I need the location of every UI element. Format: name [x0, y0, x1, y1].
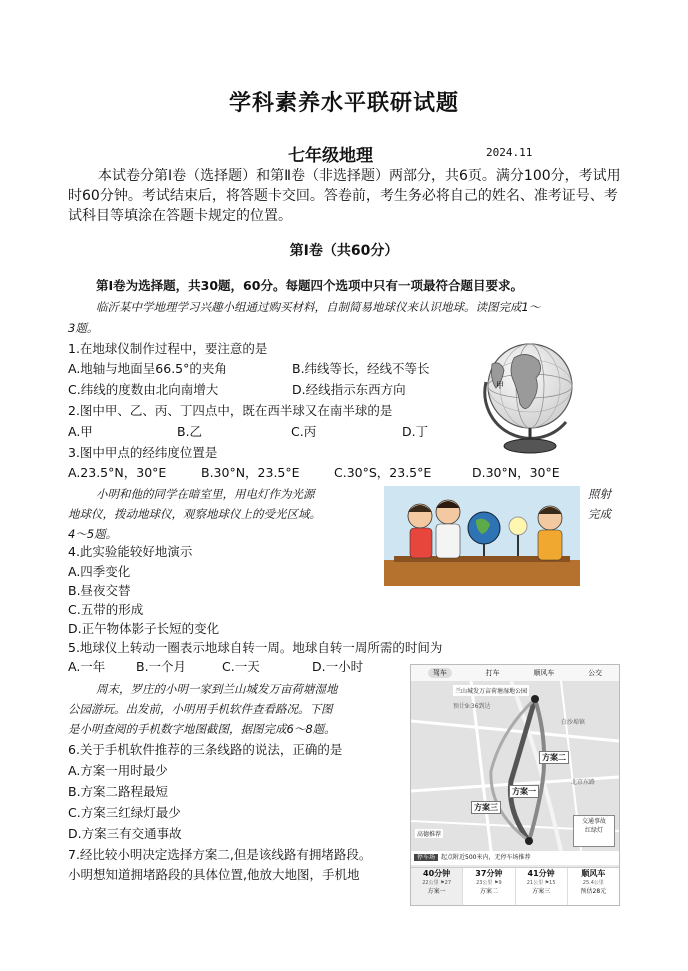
q2-option-b: B.乙	[177, 424, 203, 439]
plan-card-time: 40分钟	[423, 869, 451, 878]
plan-card-detail: 23公里 ⚑9	[476, 880, 502, 886]
q4-question: 4.此实验能较好地演示	[68, 544, 193, 559]
q3-option-d: D.30°N，30°E	[472, 465, 560, 480]
map-destination-label: 兰山城发万亩荷塘湿地公园	[453, 685, 529, 696]
q2-option-a: A.甲	[68, 424, 93, 439]
map-place-right: 北京东路	[571, 779, 596, 786]
q4-option-a: A.四季变化	[68, 564, 131, 579]
group2-stem-part2: 地球仪，拨动地球仪，观察地球仪上的受光区域。	[68, 507, 321, 521]
q1-question: 1.在地球仪制作过程中，要注意的是	[68, 341, 268, 356]
plan-card-name: 方案三	[532, 888, 551, 895]
map-tab-bus[interactable]: 公交	[588, 669, 603, 677]
plan-card-time: 41分钟	[527, 869, 555, 878]
experiment-illustration	[384, 486, 580, 586]
q6-option-a: A.方案一用时最少	[68, 763, 168, 778]
plan-card-carpool[interactable]	[568, 868, 619, 906]
q5-option-c: C.一天	[222, 659, 260, 674]
route-label-one[interactable]: 方案一	[509, 785, 539, 798]
group1-stem-line2: 3题。	[68, 321, 99, 335]
q3-option-b: B.30°N，23.5°E	[201, 465, 300, 480]
map-place-top: 白沙埠镇	[561, 719, 586, 726]
plan-card-detail: 21公里 ⚑15	[526, 880, 556, 886]
section-instruction: 第Ⅰ卷为选择题，共30题，60分。每题四个选项中只有一项最符合题目要求。	[96, 278, 523, 293]
q2-option-d: D.丁	[402, 424, 429, 439]
exam-title: 学科素养水平联研试题	[228, 91, 459, 116]
plan-card-one[interactable]	[411, 868, 463, 906]
plan-card-name: 方案一	[427, 888, 446, 895]
plan-card-three[interactable]	[516, 868, 568, 906]
plan-card-time: 顺风车	[581, 869, 606, 878]
q1-option-a: A.地轴与地面呈66.5°的夹角	[68, 361, 227, 376]
plan-card-detail: 25.4公里	[582, 880, 604, 886]
q4-option-d: D.正午物体影子长短的变化	[68, 621, 220, 636]
q5-option-d: D.一小时	[312, 659, 364, 674]
q1-option-d: D.经线指示东西方向	[292, 382, 406, 397]
q7-line1: 7.经比较小明决定选择方案二,但是该线路有拥堵路段。	[68, 847, 372, 862]
q3-option-c: C.30°S，23.5°E	[334, 465, 432, 480]
parking-button[interactable]: 停车场	[414, 854, 438, 861]
accident-badge[interactable]	[573, 815, 615, 847]
group2-stem-part3: 4～5题。	[68, 527, 118, 541]
accident-badge-text: 交通事故	[581, 818, 606, 825]
group2-stem-part1-end: 照射	[588, 487, 611, 501]
exam-intro: 本试卷分第Ⅰ卷（选择题）和第Ⅱ卷（非选择题）两部分，共6页。满分100分，考试用时60分钟。考试结束后，将答题卡交回。答卷前，考生务必将自己的姓名、准考证号、考试科目等填涂在答题卡规定的位置。	[68, 168, 621, 224]
globe-label-jia: 甲	[496, 381, 504, 390]
q3-option-a: A.23.5°N，30°E	[68, 465, 167, 480]
map-eta-note: 预计9:36到达	[453, 703, 491, 710]
map-tab-carpool[interactable]: 顺风车	[533, 669, 555, 677]
plan-card-two[interactable]	[463, 868, 515, 906]
globe-figure	[474, 330, 590, 458]
q4-option-b: B.昼夜交替	[68, 583, 131, 598]
map-recommend-note: 高德推荐	[417, 831, 442, 838]
q6-option-d: D.方案三有交通事故	[68, 826, 182, 841]
group2-stem-part1: 小明和他的同学在暗室里，用电灯作为光源	[96, 487, 315, 501]
plan-card-name: 方案二	[479, 888, 498, 895]
subject-title: 七年级地理	[288, 146, 373, 166]
plan-card-detail: 22公里 ⚑27	[422, 880, 452, 886]
map-tab-bar	[411, 665, 619, 682]
q1-option-c: C.纬线的度数由北向南增大	[68, 382, 219, 397]
plan-card-time: 37分钟	[475, 869, 503, 878]
plan-card-name: 预估28元	[580, 888, 607, 895]
section-title: 第Ⅰ卷（共60分）	[289, 243, 399, 259]
q6-option-b: B.方案二路程最短	[68, 784, 169, 799]
map-tab-taxi[interactable]: 打车	[485, 669, 500, 677]
group3-stem-line1: 周末，罗庄的小明一家到兰山城发万亩荷塘湿地	[96, 682, 338, 696]
q4-option-c: C.五带的形成	[68, 602, 144, 617]
q5-question: 5.地球仪上转动一圈表示地球自转一周。地球自转一周所需的时间为	[68, 640, 443, 655]
parking-notice-text: 起点附近500米内，无停车场推荐	[441, 854, 531, 861]
group3-stem-line3: 是小明查阅的手机数字地图截图，据图完成6～8题。	[68, 722, 336, 736]
route-label-two[interactable]: 方案二	[539, 751, 569, 764]
q1-option-b: B.纬线等长，经线不等长	[292, 361, 430, 376]
q7-line2: 小明想知道拥堵路段的具体位置,他放大地图，手机地	[68, 867, 360, 882]
group3-stem-line2: 公园游玩。出发前，小明用手机软件查看路况。下图	[68, 702, 333, 716]
q6-option-c: C.方案三红绿灯最少	[68, 805, 181, 820]
q2-option-c: C.丙	[291, 424, 317, 439]
map-tab-drive[interactable]: 驾车	[428, 668, 452, 678]
group1-stem-line1: 临沂某中学地理学习兴趣小组通过购买材料，自制简易地球仪来认识地球。读图完成1～	[96, 300, 541, 314]
q5-option-b: B.一个月	[136, 659, 187, 674]
parking-notice	[411, 851, 619, 865]
q6-question: 6.关于手机软件推荐的三条线路的说法，正确的是	[68, 742, 343, 757]
q2-question: 2.图中甲、乙、丙、丁四点中，既在西半球又在南半球的是	[68, 403, 393, 418]
phone-map-screenshot	[410, 664, 620, 906]
route-plan-cards	[411, 867, 619, 906]
lights-badge-text: 红绿灯	[584, 827, 603, 834]
exam-date: 2024.11	[486, 146, 533, 159]
route-label-three[interactable]: 方案三	[471, 801, 501, 814]
group2-stem-part2-end: 完成	[588, 507, 611, 521]
q5-option-a: A.一年	[68, 659, 106, 674]
q3-question: 3.图中甲点的经纬度位置是	[68, 445, 218, 460]
